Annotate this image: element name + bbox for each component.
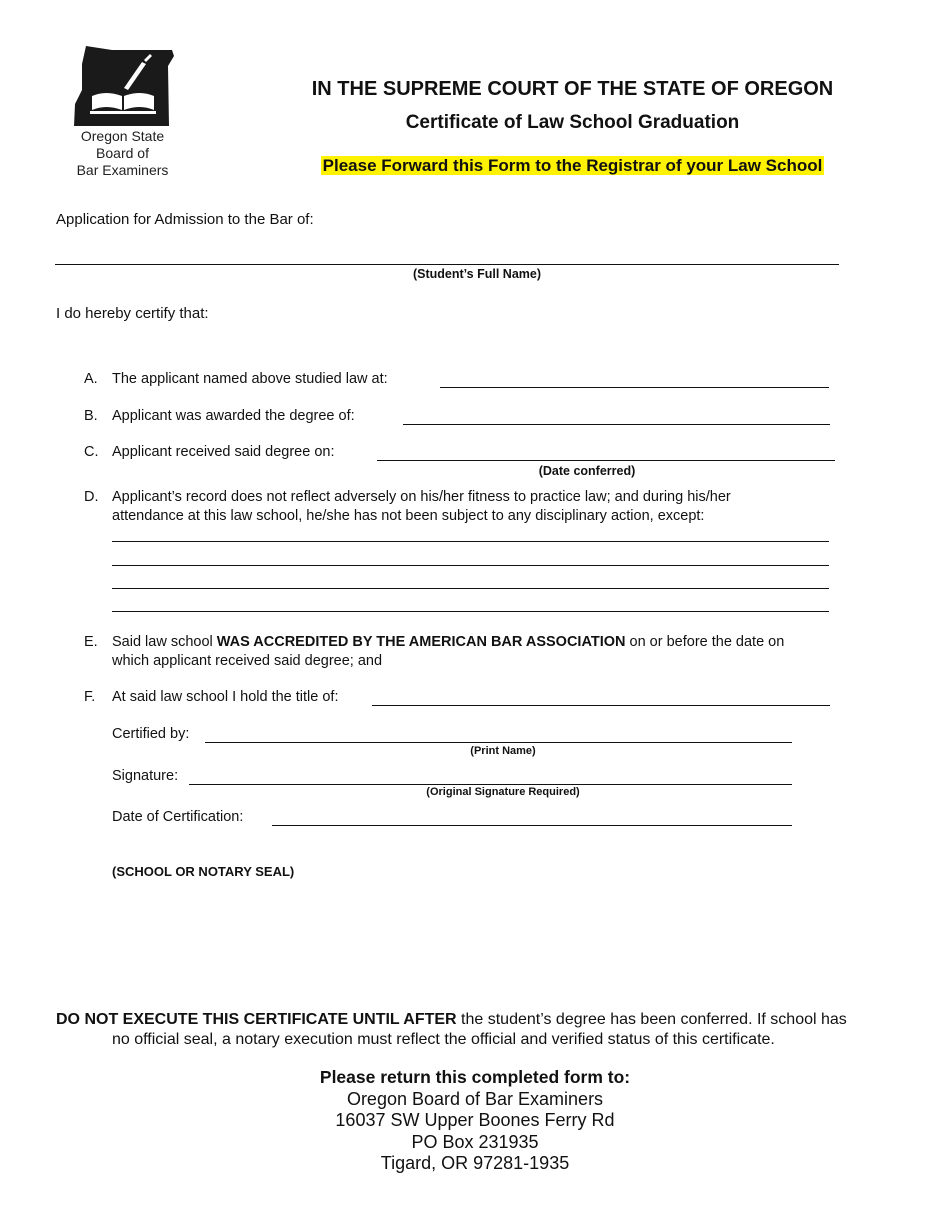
law-school-field[interactable]	[440, 387, 829, 388]
item-e-line-2: which applicant received said degree; and	[112, 653, 383, 669]
disciplinary-exception-line-4[interactable]	[112, 611, 829, 612]
forward-note: Please Forward this Form to the Registrar of your Law School	[322, 156, 823, 175]
application-label: Application for Admission to the Bar of:	[56, 211, 314, 228]
date-of-certification-label: Date of Certification:	[112, 809, 244, 825]
address-line-4: Tigard, OR 97281-1935	[380, 1153, 570, 1173]
student-name-field[interactable]	[55, 264, 839, 265]
logo-line-1: Oregon State	[80, 128, 165, 144]
disciplinary-exception-line-2[interactable]	[112, 565, 829, 566]
certify-statement: I do hereby certify that:	[56, 305, 209, 322]
item-e-bold: WAS ACCREDITED BY THE AMERICAN BAR ASSOCIATION	[216, 634, 626, 650]
court-title: IN THE SUPREME COURT OF THE STATE OF OREGON	[311, 78, 834, 100]
item-f-label: At said law school I hold the title of:	[112, 689, 339, 705]
date-conferred-caption: (Date conferred)	[538, 464, 636, 478]
item-e-letter: E.	[84, 634, 98, 650]
item-c-label: Applicant received said degree on:	[112, 444, 335, 460]
signature-note: (Original Signature Required)	[426, 786, 580, 798]
title-field[interactable]	[372, 705, 830, 706]
degree-date-field[interactable]	[377, 460, 835, 461]
item-d-letter: D.	[84, 489, 99, 505]
certified-by-field[interactable]	[205, 742, 792, 743]
item-e-post: on or before the date on	[625, 634, 785, 650]
item-a-label: The applicant named above studied law at:	[112, 371, 388, 387]
return-heading: Please return this completed form to:	[319, 1067, 631, 1087]
item-b-letter: B.	[84, 408, 98, 424]
address-line-3: PO Box 231935	[411, 1132, 539, 1152]
seal-label: (SCHOOL OR NOTARY SEAL)	[112, 864, 295, 879]
warning-line-1	[56, 1010, 901, 1030]
certified-by-label: Certified by:	[112, 726, 190, 742]
signature-field[interactable]	[189, 784, 792, 785]
item-d-line-1: Applicant’s record does not reflect adversely on his/her fitness to practice law; and during his/her	[112, 489, 731, 505]
degree-field[interactable]	[403, 424, 830, 425]
student-name-caption: (Student’s Full Name)	[412, 267, 541, 281]
item-c-letter: C.	[84, 444, 99, 460]
disciplinary-exception-line-1[interactable]	[112, 541, 829, 542]
item-b-label: Applicant was awarded the degree of:	[112, 408, 355, 424]
warning-bold: DO NOT EXECUTE THIS CERTIFICATE UNTIL AFTER	[56, 1011, 457, 1028]
print-name-caption: (Print Name)	[470, 745, 536, 757]
address-line-2: 16037 SW Upper Boones Ferry Rd	[335, 1110, 615, 1130]
item-a-letter: A.	[84, 371, 98, 387]
item-d-line-2: attendance at this law school, he/she has not been subject to any disciplinary action, except:	[112, 508, 705, 524]
certificate-title: Certificate of Law School Graduation	[405, 112, 740, 133]
oregon-book-quill-icon	[72, 44, 174, 128]
date-of-certification-field[interactable]	[272, 825, 792, 826]
item-e-pre: Said law school	[112, 634, 217, 650]
address-line-1: Oregon Board of Bar Examiners	[346, 1089, 604, 1109]
item-e-line-1	[112, 634, 784, 650]
warning-rest: the student’s degree has been conferred. If school has	[456, 1011, 847, 1028]
forward-note-wrap	[300, 156, 845, 176]
disciplinary-exception-line-3[interactable]	[112, 588, 829, 589]
signature-label: Signature:	[112, 768, 179, 784]
warning-line-2: no official seal, a notary execution must reflect the official and verified status of this certificate.	[112, 1031, 775, 1048]
item-f-letter: F.	[84, 689, 96, 705]
logo-line-3: Bar Examiners	[76, 162, 169, 178]
logo-line-2: Board of	[96, 145, 149, 161]
